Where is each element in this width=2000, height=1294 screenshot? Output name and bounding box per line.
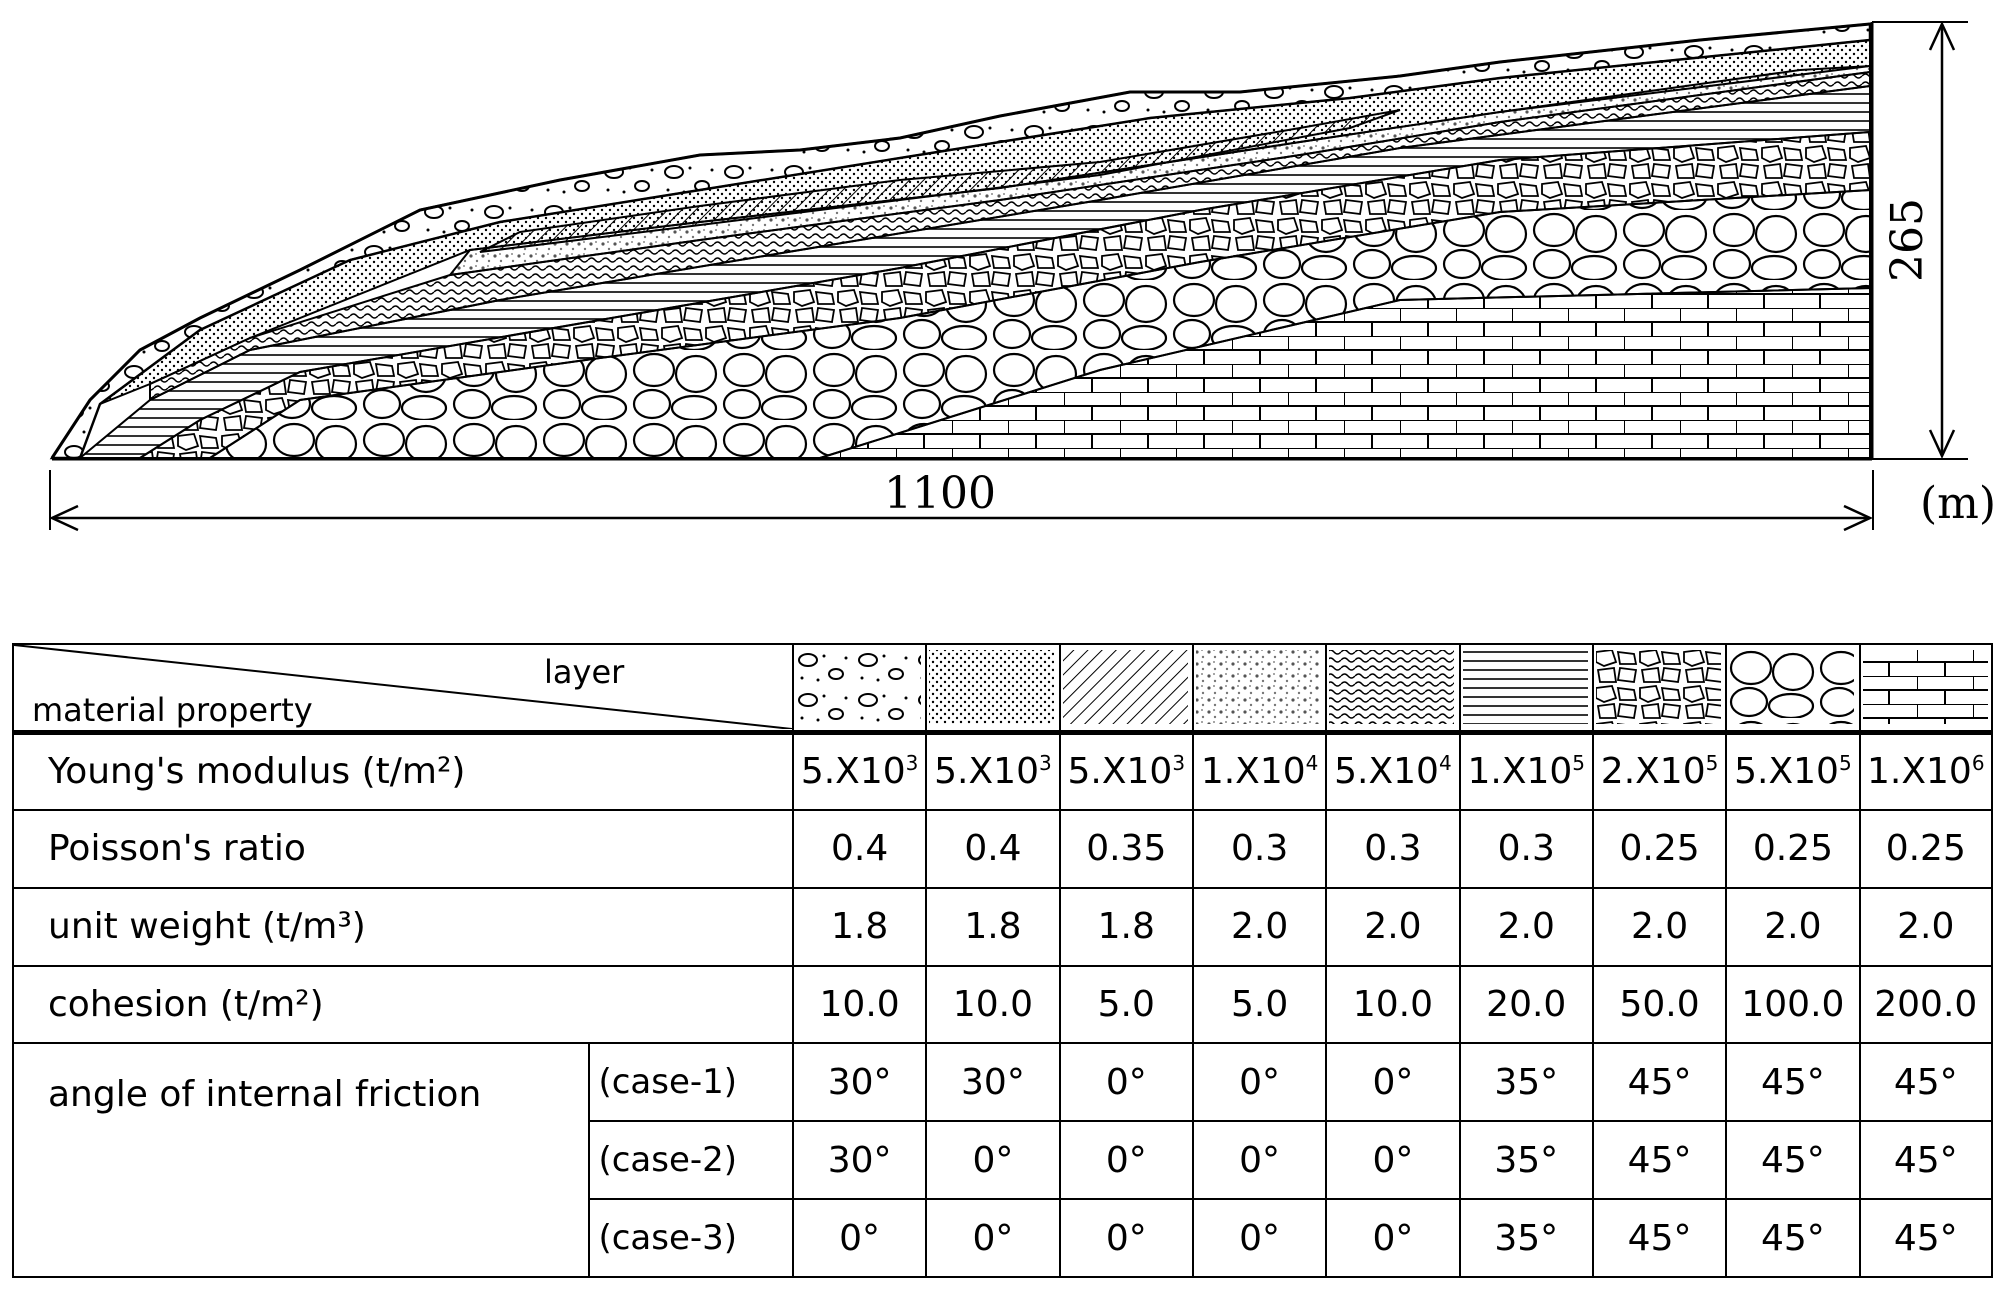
youngs-modulus-value: $2.X10^5$: [1593, 732, 1726, 810]
unit-weight-value: 1.8: [926, 888, 1059, 966]
poissons-ratio-value: 0.3: [1193, 810, 1326, 888]
friction-case-3-value: 35°: [1460, 1199, 1593, 1277]
friction-case-3-value: 0°: [1326, 1199, 1459, 1277]
cohesion-value: 10.0: [793, 966, 926, 1044]
unit-weight-value: 2.0: [1193, 888, 1326, 966]
cohesion-value: 10.0: [926, 966, 1059, 1044]
friction-case-1-value: 30°: [793, 1043, 926, 1121]
friction-case-2-value: 35°: [1460, 1121, 1593, 1199]
unit-weight-value: 2.0: [1726, 888, 1859, 966]
cohesion-label: cohesion (t/m²): [13, 966, 793, 1044]
youngs-modulus-label: Young's modulus (t/m²): [13, 732, 793, 810]
small-cobbles-swatch: [1594, 648, 1723, 726]
bricks-swatch: [1861, 648, 1990, 726]
header-diagonal-cell: [13, 644, 793, 732]
unit-weight-value: 1.8: [1060, 888, 1193, 966]
friction-case-3-value: 0°: [1060, 1199, 1193, 1277]
legend-bricks: [1860, 644, 1992, 732]
poissons-ratio-value: 0.25: [1593, 810, 1726, 888]
friction-case-2-value: 45°: [1860, 1121, 1992, 1199]
poissons-ratio-value: 0.3: [1460, 810, 1593, 888]
unit-weight-value: 2.0: [1860, 888, 1992, 966]
friction-case-2-value: 45°: [1593, 1121, 1726, 1199]
unit-label: (m): [1919, 478, 1997, 529]
youngs-modulus-value: $5.X10^3$: [926, 732, 1059, 810]
header-property-label: material property: [32, 691, 313, 729]
friction-case-1-row: [13, 1043, 1992, 1121]
friction-case-1-value: 0°: [1326, 1043, 1459, 1121]
friction-case-3-value: 45°: [1726, 1199, 1859, 1277]
friction-case-1-value: 45°: [1726, 1043, 1859, 1121]
gravel-with-sand-swatch: [794, 648, 923, 726]
friction-case-1-value: 0°: [1193, 1043, 1326, 1121]
friction-case-label: (case-1): [589, 1043, 793, 1121]
horizontal-lines-swatch: [1461, 648, 1590, 726]
cohesion-value: 100.0: [1726, 966, 1859, 1044]
waves-swatch: [1327, 648, 1456, 726]
large-cobbles-swatch: [1727, 648, 1856, 726]
friction-case-2-value: 45°: [1726, 1121, 1859, 1199]
youngs-modulus-value: $5.X10^3$: [793, 732, 926, 810]
cohesion-value: 200.0: [1860, 966, 1992, 1044]
friction-case-2-value: 0°: [1193, 1121, 1326, 1199]
fine-dots-swatch: [927, 648, 1056, 726]
friction-case-label: (case-3): [589, 1199, 793, 1277]
header-layer-label: layer: [544, 653, 625, 691]
friction-case-1-value: 45°: [1593, 1043, 1726, 1121]
poissons-ratio-label: Poisson's ratio: [13, 810, 793, 888]
poissons-ratio-value: 0.25: [1726, 810, 1859, 888]
youngs-modulus-value: $1.X10^5$: [1460, 732, 1593, 810]
friction-case-3-value: 45°: [1860, 1199, 1992, 1277]
youngs-modulus-value: $5.X10^5$: [1726, 732, 1859, 810]
friction-case-1-value: 45°: [1860, 1043, 1992, 1121]
unit-weight-row: [13, 888, 1992, 966]
friction-case-3-value: 0°: [793, 1199, 926, 1277]
friction-case-1-value: 0°: [1060, 1043, 1193, 1121]
cohesion-value: 5.0: [1060, 966, 1193, 1044]
height-label: 265: [1882, 198, 1933, 282]
legend-waves: [1326, 644, 1459, 732]
legend-speckled: [1193, 644, 1326, 732]
unit-weight-value: 2.0: [1326, 888, 1459, 966]
friction-label: angle of internal friction: [13, 1043, 589, 1277]
legend-gravel-with-sand: [793, 644, 926, 732]
unit-weight-label: unit weight (t/m³): [13, 888, 793, 966]
legend-fine-dots: [926, 644, 1059, 732]
legend-horizontal-lines: [1460, 644, 1593, 732]
poissons-ratio-row: [13, 810, 1992, 888]
legend-small-cobbles: [1593, 644, 1726, 732]
unit-weight-value: 2.0: [1593, 888, 1726, 966]
legend-large-cobbles: [1726, 644, 1859, 732]
cohesion-value: 10.0: [1326, 966, 1459, 1044]
friction-case-1-value: 35°: [1460, 1043, 1593, 1121]
friction-case-2-value: 30°: [793, 1121, 926, 1199]
friction-case-2-value: 0°: [1326, 1121, 1459, 1199]
material-property-table: [12, 643, 1993, 1278]
friction-case-3-value: 45°: [1593, 1199, 1726, 1277]
poissons-ratio-value: 0.4: [926, 810, 1059, 888]
youngs-modulus-value: $5.X10^4$: [1326, 732, 1459, 810]
unit-weight-value: 2.0: [1460, 888, 1593, 966]
youngs-modulus-value: $1.X10^6$: [1860, 732, 1992, 810]
youngs-modulus-value: $5.X10^3$: [1060, 732, 1193, 810]
unit-weight-value: 1.8: [793, 888, 926, 966]
header-row: [13, 644, 1992, 732]
cohesion-value: 50.0: [1593, 966, 1726, 1044]
speckled-swatch: [1194, 648, 1323, 726]
cross-section-figure: [0, 0, 2000, 560]
youngs-modulus-value: $1.X10^4$: [1193, 732, 1326, 810]
friction-case-1-value: 30°: [926, 1043, 1059, 1121]
poissons-ratio-value: 0.3: [1326, 810, 1459, 888]
poissons-ratio-value: 0.35: [1060, 810, 1193, 888]
cohesion-row: [13, 966, 1992, 1044]
friction-case-2-value: 0°: [1060, 1121, 1193, 1199]
youngs-modulus-row: [13, 732, 1992, 810]
poissons-ratio-value: 0.4: [793, 810, 926, 888]
legend-diagonal-hatch: [1060, 644, 1193, 732]
friction-case-3-value: 0°: [926, 1199, 1059, 1277]
cohesion-value: 20.0: [1460, 966, 1593, 1044]
cross-section: [0, 0, 2000, 560]
friction-case-2-value: 0°: [926, 1121, 1059, 1199]
poissons-ratio-value: 0.25: [1860, 810, 1992, 888]
friction-case-3-value: 0°: [1193, 1199, 1326, 1277]
width-label: 1100: [884, 468, 996, 519]
diagonal-hatch-swatch: [1061, 648, 1190, 726]
cohesion-value: 5.0: [1193, 966, 1326, 1044]
friction-case-label: (case-2): [589, 1121, 793, 1199]
